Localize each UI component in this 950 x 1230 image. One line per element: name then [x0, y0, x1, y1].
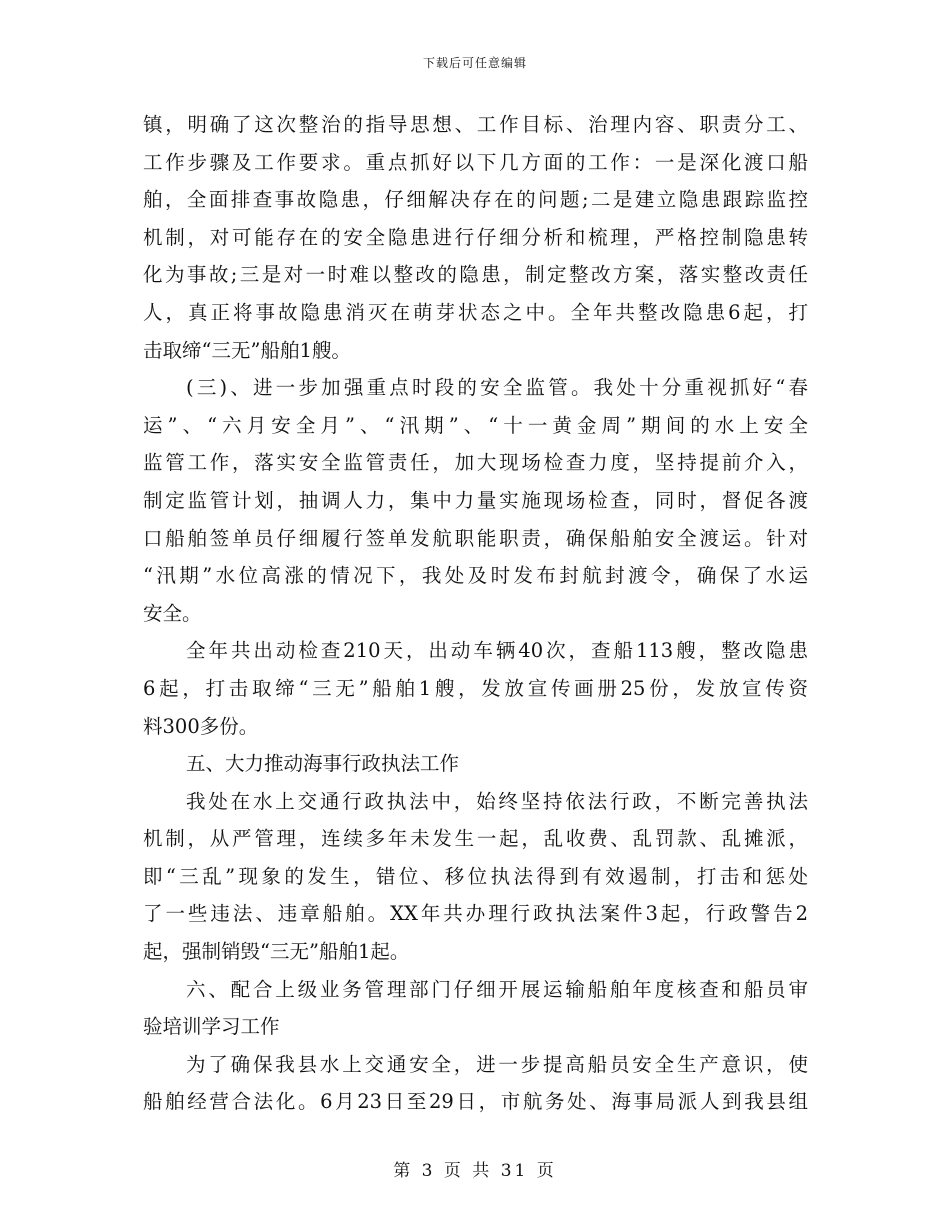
- page-header: 下载后可任意编辑: [422, 56, 527, 70]
- text-line: 击取缔“三无”船舶1艘。: [143, 338, 351, 362]
- paragraph-first-line: 为了确保我县水上交通安全，进一步提高船员安全生产意识，使: [186, 1052, 808, 1076]
- document-body: [143, 106, 808, 1121]
- text-line: 工作步骤及工作要求。重点抓好以下几方面的工作：一是深化渡口船: [143, 150, 808, 174]
- text-line: 船舶经营合法化。6月23日至29日，市航务处、海事局派人到我县组: [143, 1090, 808, 1114]
- text-line: 起，强制销毁“三无”船舶1起。: [143, 940, 410, 964]
- section-heading-continued: 验培训学习工作: [143, 1015, 280, 1039]
- text-line: 人，真正将事故隐患消灭在萌芽状态之中。全年共整改隐患6起，打: [143, 300, 808, 324]
- text-line: 运”、“六月安全月”、“汛期”、“十一黄金周”期间的水上安全: [143, 413, 808, 437]
- page-number-footer: 第 3 页 共 31 页: [393, 1161, 557, 1181]
- paragraph-first-line: 我处在水上交通行政执法中，始终坚持依法行政，不断完善执法: [186, 789, 808, 813]
- text-line: 口船舶签单员仔细履行签单发航职能职责，确保船舶安全渡运。针对: [143, 526, 808, 550]
- text-line: 了一些违法、违章船舶。XX年共办理行政执法案件3起，行政警告2: [143, 902, 808, 926]
- text-line: 6起，打击取缔“三无”船舶1艘，发放宣传画册25份，发放宣传资: [143, 676, 808, 700]
- text-line: 料300多份。: [143, 714, 259, 738]
- section-heading: 五、大力推动海事行政执法工作: [186, 752, 460, 776]
- text-line: 监管工作，落实安全监管责任，加大现场检查力度，坚持提前介入，: [143, 451, 808, 475]
- text-line: 机制，对可能存在的安全隐患进行仔细分析和梳理，严格控制隐患转: [143, 225, 808, 249]
- section-heading: 六、配合上级业务管理部门仔细开展运输船舶年度核查和船员审: [186, 977, 808, 1001]
- paragraph-first-line: (三)、进一步加强重点时段的安全监管。我处十分重视抓好“春: [186, 376, 808, 400]
- text-line: 安全。: [143, 601, 202, 625]
- paragraph-first-line: 全年共出动检查210天，出动车辆40次，查船113艘，整改隐患: [186, 639, 808, 663]
- text-line: 制定监管计划，抽调人力，集中力量实施现场检查，同时，督促各渡: [143, 488, 808, 512]
- text-line: 即“三乱”现象的发生，错位、移位执法得到有效遏制，打击和惩处: [143, 864, 808, 888]
- text-line: 镇，明确了这次整治的指导思想、工作目标、治理内容、职责分工、: [143, 113, 808, 136]
- text-line: 化为事故;三是对一时难以整改的隐患，制定整改方案，落实整改责任: [143, 263, 808, 287]
- text-line: 舶，全面排查事故隐患，仔细解决存在的问题;二是建立隐患跟踪监控: [143, 188, 808, 212]
- text-line: “汛期”水位高涨的情况下，我处及时发布封航封渡令，确保了水运: [143, 564, 808, 588]
- text-line: 机制，从严管理，连续多年未发生一起，乱收费、乱罚款、乱摊派，: [143, 827, 808, 851]
